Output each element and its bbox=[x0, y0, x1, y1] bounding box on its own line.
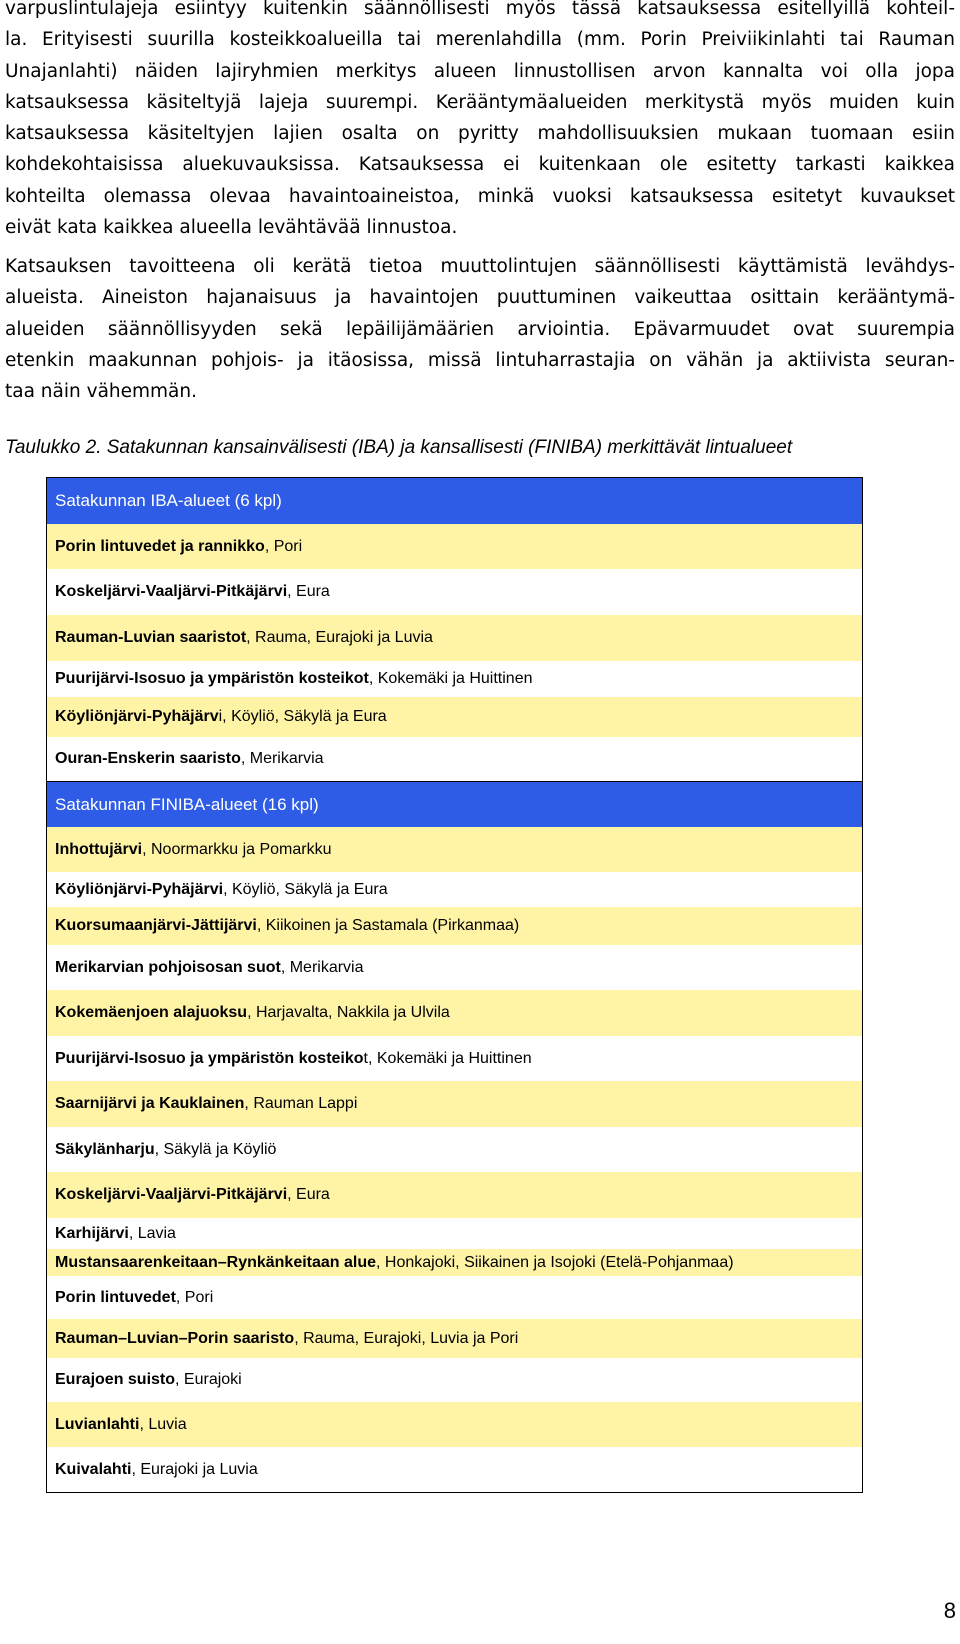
table-row bbox=[47, 872, 862, 907]
area-name: Rauman–Luvian–Porin saaristo bbox=[55, 1329, 295, 1347]
table-row bbox=[47, 524, 862, 569]
table-row bbox=[47, 990, 862, 1036]
text-line: Katsauksen tavoitteena oli kerätä tietoa muuttolintujen säännöllisesti käyttämistä levähdys- bbox=[5, 256, 955, 277]
area-municipalities: , Lavia bbox=[128, 1224, 176, 1242]
area-name: Kuivalahti bbox=[55, 1460, 132, 1478]
area-name: Inhottujärvi bbox=[55, 840, 143, 858]
text-line: kohdekohtaisissa aluekuvauksissa. Katsauksessa ei kuitenkaan ole esitetty tarkasti kaikkea bbox=[5, 154, 955, 176]
area-municipalities: , Noormarkku ja Pomarkku bbox=[142, 840, 332, 858]
table-row bbox=[47, 661, 862, 697]
area-name: Kokemäenjoen alajuoksu bbox=[55, 1004, 248, 1021]
area-municipalities: , Rauman Lappi bbox=[244, 1095, 358, 1112]
finiba-section-header: Satakunnan FINIBA-alueet (16 kpl) bbox=[47, 781, 862, 827]
area-name: Merikarvian pohjoisosan suot bbox=[55, 958, 281, 976]
table-row bbox=[47, 569, 862, 615]
table-row bbox=[47, 1402, 862, 1447]
area-municipalities: , Kokemäki ja Huittinen bbox=[368, 670, 533, 687]
area-municipalities: , Pori bbox=[175, 1288, 214, 1306]
text-line: alueista. Aineiston hajanaisuus ja havaintojen puuttuminen vaikeuttaa osittain kerääntymä- bbox=[5, 287, 955, 309]
area-municipalities: , Eura bbox=[287, 583, 330, 600]
area-name: Köyliönjärvi-Pyhäjärv bbox=[55, 708, 219, 725]
table-row bbox=[47, 1447, 862, 1492]
area-municipalities: i, Köyliö, Säkylä ja Eura bbox=[218, 708, 387, 725]
table-row bbox=[47, 737, 862, 781]
area-municipalities: , Luvia bbox=[139, 1415, 187, 1433]
area-municipalities: , Honkajoki, Siikainen ja Isojoki (Etelä-Pohjanmaa) bbox=[376, 1253, 734, 1271]
table-row bbox=[47, 1172, 862, 1218]
text-line: kohteilta olemassa olevaa havaintoaineistoa, minkä vuoksi katsauksessa esitetyt kuvaukset bbox=[5, 185, 955, 207]
area-name: Rauman-Luvian saaristot bbox=[55, 629, 247, 646]
area-municipalities: , Harjavalta, Nakkila ja Ulvila bbox=[247, 1004, 450, 1021]
area-municipalities: , Eurajoki ja Luvia bbox=[131, 1460, 258, 1478]
area-municipalities: , Köyliö, Säkylä ja Eura bbox=[223, 880, 388, 898]
table-row bbox=[47, 1358, 862, 1402]
area-municipalities: , Eurajoki bbox=[175, 1371, 242, 1388]
table-row bbox=[47, 1036, 862, 1081]
text-line: taa näin vähemmän. bbox=[5, 381, 197, 403]
area-name: Köyliönjärvi-Pyhäjärvi bbox=[55, 880, 224, 898]
area-name: Säkylänharju bbox=[55, 1140, 155, 1158]
table-row bbox=[47, 1218, 862, 1249]
page-number: 8 bbox=[943, 1598, 956, 1623]
area-name: Karhijärvi bbox=[55, 1224, 129, 1242]
table-caption: Taulukko 2. Satakunnan kansainvälisesti (IBA) ja kansallisesti (FINIBA) merkittävät lintualueet bbox=[5, 437, 793, 458]
text-line: katsauksessa käsiteltyjen lajien osalta on pyritty mahdollisuuksien mukaan tuomaan esiin bbox=[5, 123, 955, 145]
text-line: la. Erityisesti suurilla kosteikkoalueilla tai merenlahdilla (mm. Porin Preiviikinlahti tai Rauman bbox=[5, 29, 955, 51]
table-row bbox=[47, 615, 862, 661]
area-name: Koskeljärvi-Vaaljärvi-Pitkäjärvi bbox=[55, 583, 288, 600]
area-name: Saarnijärvi ja Kauklainen bbox=[55, 1095, 245, 1112]
area-municipalities: , Merikarvia bbox=[280, 958, 364, 976]
area-name: Puurijärvi-Isosuo ja ympäristön kosteikot bbox=[55, 670, 369, 687]
area-name: Mustansaarenkeitaan–Rynkänkeitaan alue bbox=[55, 1253, 377, 1271]
area-municipalities: , Eura bbox=[287, 1186, 330, 1203]
body-paragraph-1 bbox=[5, 0, 955, 243]
bird-areas-table bbox=[46, 477, 863, 1493]
area-municipalities: , Merikarvia bbox=[240, 750, 324, 767]
area-municipalities: t, Kokemäki ja Huittinen bbox=[363, 1049, 532, 1067]
table-row bbox=[47, 1276, 862, 1319]
text-line: Unajanlahti) näiden lajiryhmien merkitys alueen linnustollisen arvon kannalta voi olla jopa bbox=[5, 60, 955, 82]
table-row bbox=[47, 1127, 862, 1172]
text-line: varpuslintulajeja esiintyy kuitenkin säännöllisesti myös tässä katsauksessa esitellyillä kohteil- bbox=[5, 0, 955, 19]
area-name: Porin lintuvedet bbox=[55, 1288, 176, 1306]
area-municipalities: , Rauma, Eurajoki ja Luvia bbox=[246, 629, 433, 646]
text-line: etenkin maakunnan pohjois- ja itäosissa, missä lintuharrastajia on vähän ja aktiivista seuran- bbox=[5, 349, 955, 371]
text-line: katsauksessa käsiteltyjä lajeja suurempi. Kerääntymäalueiden merkitystä myös muiden kuin bbox=[5, 91, 955, 113]
text-line: eivät kata kaikkea alueella levähtävää linnustoa. bbox=[5, 217, 458, 239]
table-row bbox=[47, 1249, 862, 1276]
table-row bbox=[47, 697, 862, 737]
table-row bbox=[47, 827, 862, 872]
table-row bbox=[47, 1081, 862, 1127]
table-row bbox=[47, 1319, 862, 1358]
table-row bbox=[47, 945, 862, 990]
text-line: alueiden säännöllisyyden sekä lepäilijämäärien arviointia. Epävarmuudet ovat suurempia bbox=[5, 318, 955, 340]
table-row bbox=[47, 907, 862, 945]
area-name: Eurajoen suisto bbox=[55, 1371, 176, 1388]
area-name: Koskeljärvi-Vaaljärvi-Pitkäjärvi bbox=[55, 1186, 288, 1203]
iba-section-header: Satakunnan IBA-alueet (6 kpl) bbox=[47, 478, 862, 524]
area-municipalities: , Pori bbox=[264, 537, 303, 555]
body-paragraph-2 bbox=[5, 251, 955, 407]
area-name: Kuorsumaanjärvi-Jättijärvi bbox=[55, 917, 257, 934]
area-name: Ouran-Enskerin saaristo bbox=[55, 750, 241, 767]
area-name: Porin lintuvedet ja rannikko bbox=[55, 537, 265, 555]
area-municipalities: , Rauma, Eurajoki, Luvia ja Pori bbox=[294, 1329, 519, 1347]
area-name: Puurijärvi-Isosuo ja ympäristön kosteiko bbox=[55, 1049, 364, 1067]
area-municipalities: , Kiikoinen ja Sastamala (Pirkanmaa) bbox=[256, 917, 520, 934]
area-name: Luvianlahti bbox=[55, 1415, 140, 1433]
area-municipalities: , Säkylä ja Köyliö bbox=[154, 1140, 277, 1158]
